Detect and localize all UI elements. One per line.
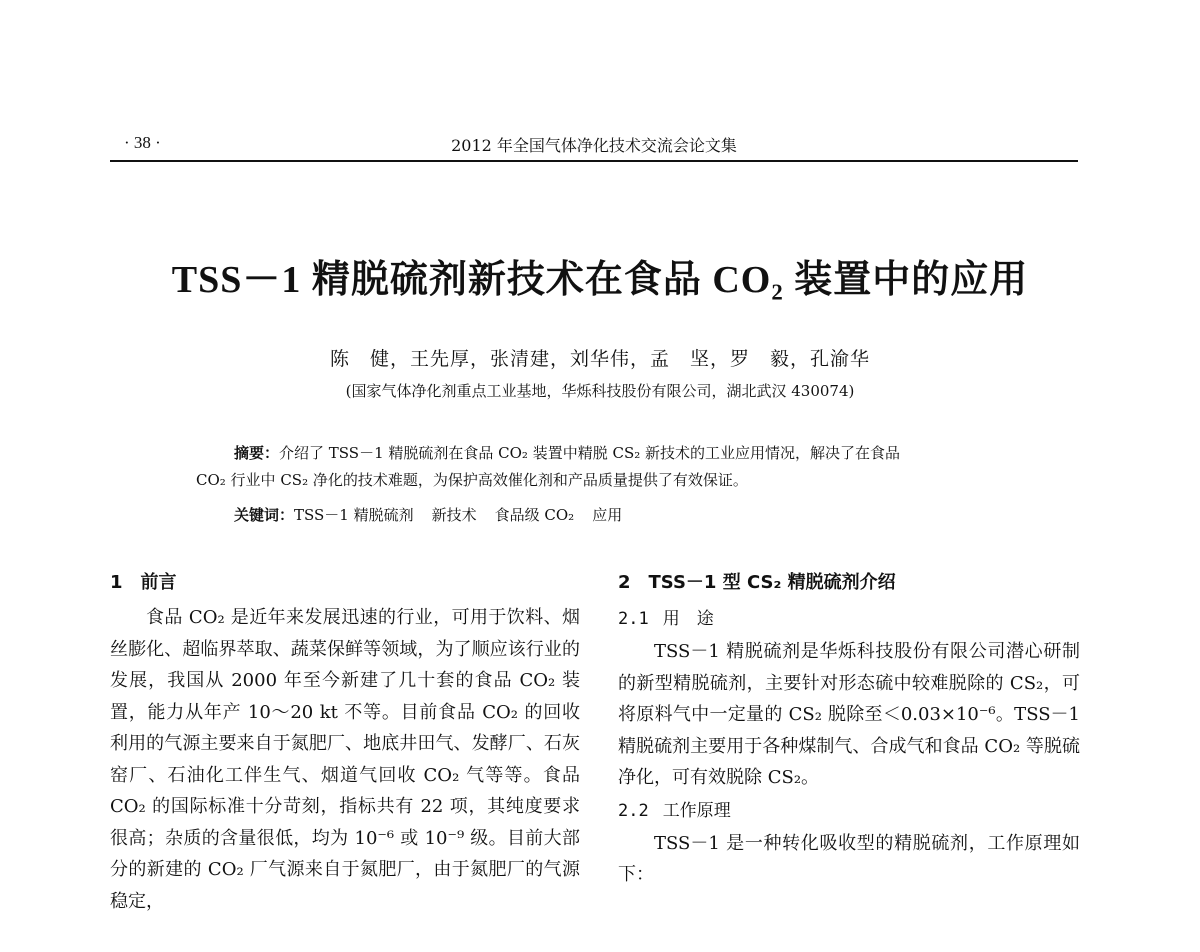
- section-2-2-title: 工作原理: [662, 800, 731, 821]
- keyword: 食品级 CO₂: [494, 506, 575, 524]
- section-1-heading: 1 前言: [110, 572, 177, 593]
- keyword: TSS－1 精脱硫剂: [294, 506, 414, 524]
- section-2-1-heading: [618, 602, 1080, 636]
- keyword: 应用: [592, 506, 623, 524]
- section-2-2-paragraph: TSS－1 是一种转化吸收型的精脱硫剂，工作原理如下：: [618, 832, 1080, 885]
- author-list: 陈 健，王先厚，张清建，刘华伟，孟 坚，罗 毅，孔渝华: [329, 348, 870, 370]
- section-2-1-paragraph: TSS－1 精脱硫剂是华烁科技股份有限公司潜心研制的新型精脱硫剂，主要针对形态硫中较难脱除的 CS₂，可将原料气中一定量的 CS₂ 脱除至＜0.03×10⁻⁶。TSS－1 精脱硫剂主要用于各种煤制气、合成气和食品 CO₂ 等脱硫净化，可有效脱除 CS₂。: [618, 641, 1080, 788]
- section-2-1-title: 用 途: [662, 609, 714, 629]
- keyword: 新技术: [431, 506, 477, 524]
- section-2-1-number: 2.1: [618, 609, 649, 629]
- header-rule: [110, 160, 1078, 162]
- section-1-paragraph: 食品 CO₂ 是近年来发展迅速的行业，可用于饮料、烟丝膨化、超临界萃取、蔬菜保鲜等领域，为了顺应该行业的发展，我国从 2000 年至今新建了几十套的食品 CO₂ 装置，能力从年产 10～20 kt 不等。目前食品 CO₂ 的回收利用的气源主要来自于氮肥厂、地底井田气、发酵厂、石灰窑厂、石油化工伴生气、烟道气回收 CO₂ 气等等。食品 CO₂ 的国际标准十分苛刻，指标共有 22 项，其纯度要求很高；杂质的含量很低，均为 10⁻⁶ 或 10⁻⁹ 级。目前大部分的新建的 CO₂ 厂气源来自于氮肥厂，由于氮肥厂的气源稳定，: [110, 607, 580, 912]
- section-2-2-number: 2.2: [618, 800, 649, 821]
- abstract: [196, 440, 1006, 494]
- journal-title: 2012 年全国气体净化技术交流会论文集: [451, 136, 737, 155]
- section-2-2-heading: [618, 794, 1080, 828]
- left-column: [110, 568, 580, 917]
- right-column: [618, 568, 1080, 891]
- abstract-label: 摘要：: [234, 444, 280, 462]
- keywords-label: 关键词：: [234, 506, 295, 524]
- abstract-text-2: CO₂ 行业中 CS₂ 净化的技术难题，为保护高效催化剂和产品质量提供了有效保证。: [196, 471, 748, 489]
- running-header: [110, 130, 1078, 160]
- affiliation: (国家气体净化剂重点工业基地，华烁科技股份有限公司，湖北武汉 430074): [345, 382, 855, 400]
- paper-title: TSS－1 精脱硫剂新技术在食品 CO₂ 装置中的应用: [171, 259, 1029, 301]
- page-number: · 38 ·: [124, 133, 161, 152]
- section-2-heading: 2 TSS－1 型 CS₂ 精脱硫剂介绍: [618, 572, 896, 593]
- abstract-line-1: [196, 440, 1006, 467]
- abstract-text-1: 介绍了 TSS－1 精脱硫剂在食品 CO₂ 装置中精脱 CS₂ 新技术的工业应用情况，解决了在食品: [279, 444, 901, 462]
- keywords: [234, 504, 640, 525]
